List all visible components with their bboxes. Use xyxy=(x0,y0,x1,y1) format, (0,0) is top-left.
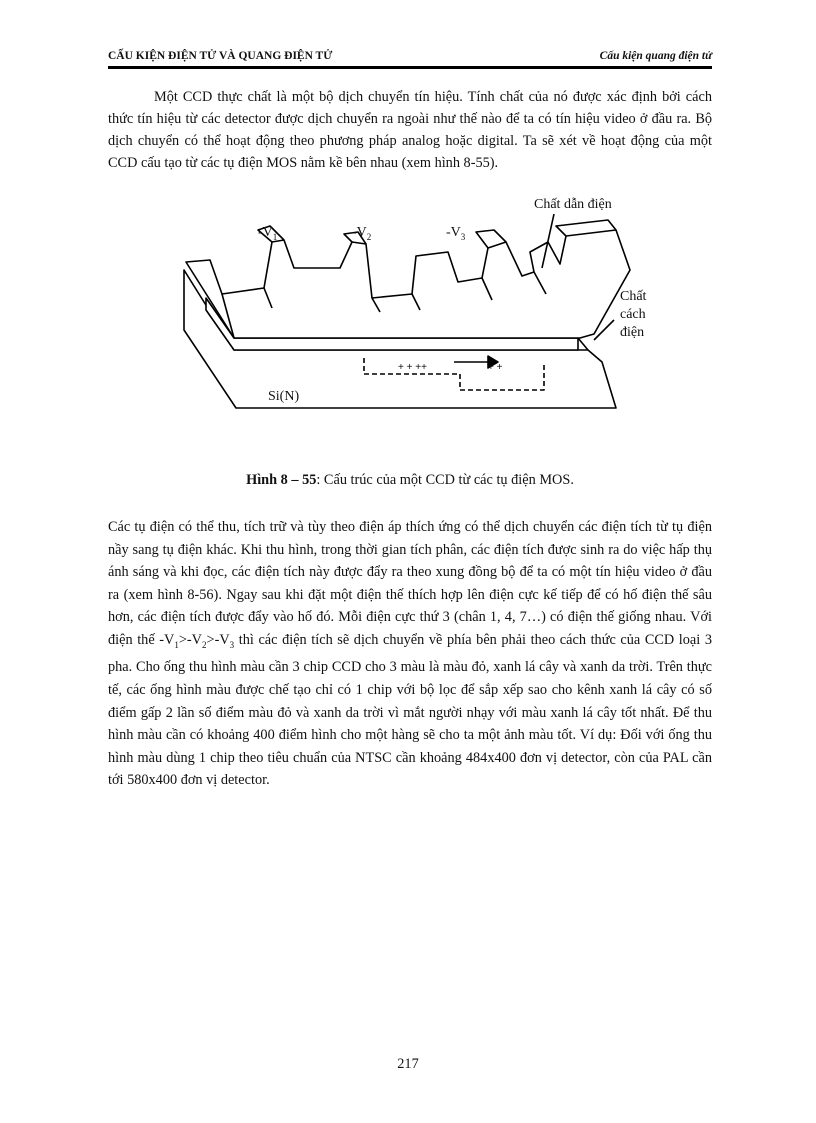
label-conductor: Chất dẫn điện xyxy=(534,197,612,212)
paragraph-body: Các tụ điện có thể thu, tích trữ và tùy theo điện áp thích ứng có thể dịch chuyển các điện tích từ tụ điện nầy sang tụ điện khác. Khi thu hình, trong thời gian tích phân, các điện tích được sinh ra do việc hấp thụ ánh sáng và khi đọc, các điện tích này được đẩy ra theo xung đồng bộ để ta có một tín hiệu video ở đầu ra (xem hình 8-56). Ngay sau khi đặt một điện thế thích hợp lên điện cực kế tiếp để có hố điện thế sâu hơn, các điện tích được đẩy vào hố đó. Mỗi điện cực thứ 3 (chân 1, 4, 7…) có điện thế giống nhau. Với điện thế $-V_1>-V_2>-V_3$ thì các điện tích sẽ dịch chuyển về phía bên phải theo cách thức của CCD loại 3 pha. Cho ống thu hình màu cần 3 chip CCD cho 3 màu là màu đỏ, xanh lá cây và xanh da trời. Trên thực tế, các ống hình màu được chế tạo chỉ có 1 chip với bộ lọc để sắp xếp sao cho kênh xanh lá cây có số điểm gấp 2 lần số điểm màu đỏ và xanh da trời vì mắt người nhạy với màu xanh lá cây tốt nhất. Để thu hình màu cần có khoảng 400 điểm hình cho một hàng sẽ cho ta một ảnh màu tốt. Ví dụ: Đối với ống thu hình màu dùng 1 chip theo tiêu chuẩn của NTSC cần khoảng 484x400 đơn vị detector, còn của PAL cần tới 580x400 đơn vị detector. xyxy=(108,519,712,789)
label-v1 xyxy=(258,225,277,242)
label-v1-sub: 1 xyxy=(272,232,278,242)
label-v2 xyxy=(352,225,371,242)
label-v3-sub: 3 xyxy=(460,232,466,242)
label-substrate: Si(N) xyxy=(268,389,300,404)
label-v2-sub: 2 xyxy=(366,232,372,242)
label-insulator-1: Chất xyxy=(620,289,647,304)
header-chapter-title: Cấu kiện quang điện tử xyxy=(599,50,712,62)
label-charge-left: + + ++ xyxy=(398,362,427,373)
label-insulator-3: điện xyxy=(620,325,645,340)
header-book-title: CẤU KIỆN ĐIỆN TỬ VÀ QUANG ĐIỆN TỬ xyxy=(108,50,333,62)
paragraph-intro: Một CCD thực chất là một bộ dịch chuyển tín hiệu. Tính chất của nó được xác định bởi cách thức tín hiệu từ các detector được dịch chuyển ra ngoài như thế nào để ta có tín hiệu video ở đầu ra. Bộ dịch chuyển có thể hoạt động theo phương pháp analog hoặc digital. Ta sẽ xét về hoạt động của một CCD cấu tạo từ các tụ điện MOS nằm kề bên nhau (xem hình 8-55). xyxy=(108,89,712,171)
conductor-structure xyxy=(186,230,630,338)
page-number: 217 xyxy=(397,1056,419,1072)
label-charge-right: + + xyxy=(488,362,503,373)
figure-caption xyxy=(108,472,712,489)
label-insulator-2: cách xyxy=(620,307,646,322)
running-header xyxy=(108,50,712,66)
caption-text: : Cấu trúc của một CCD từ các tụ điện MOS. xyxy=(316,472,574,488)
label-v3-base: -V xyxy=(446,225,461,240)
ccd-mos-figure xyxy=(176,190,676,430)
header-rule xyxy=(108,66,712,69)
label-v3 xyxy=(446,225,466,242)
caption-number: Hình 8 – 55 xyxy=(246,472,317,488)
label-v2-base: -V xyxy=(352,225,367,240)
label-v1-base: -V xyxy=(258,225,273,240)
